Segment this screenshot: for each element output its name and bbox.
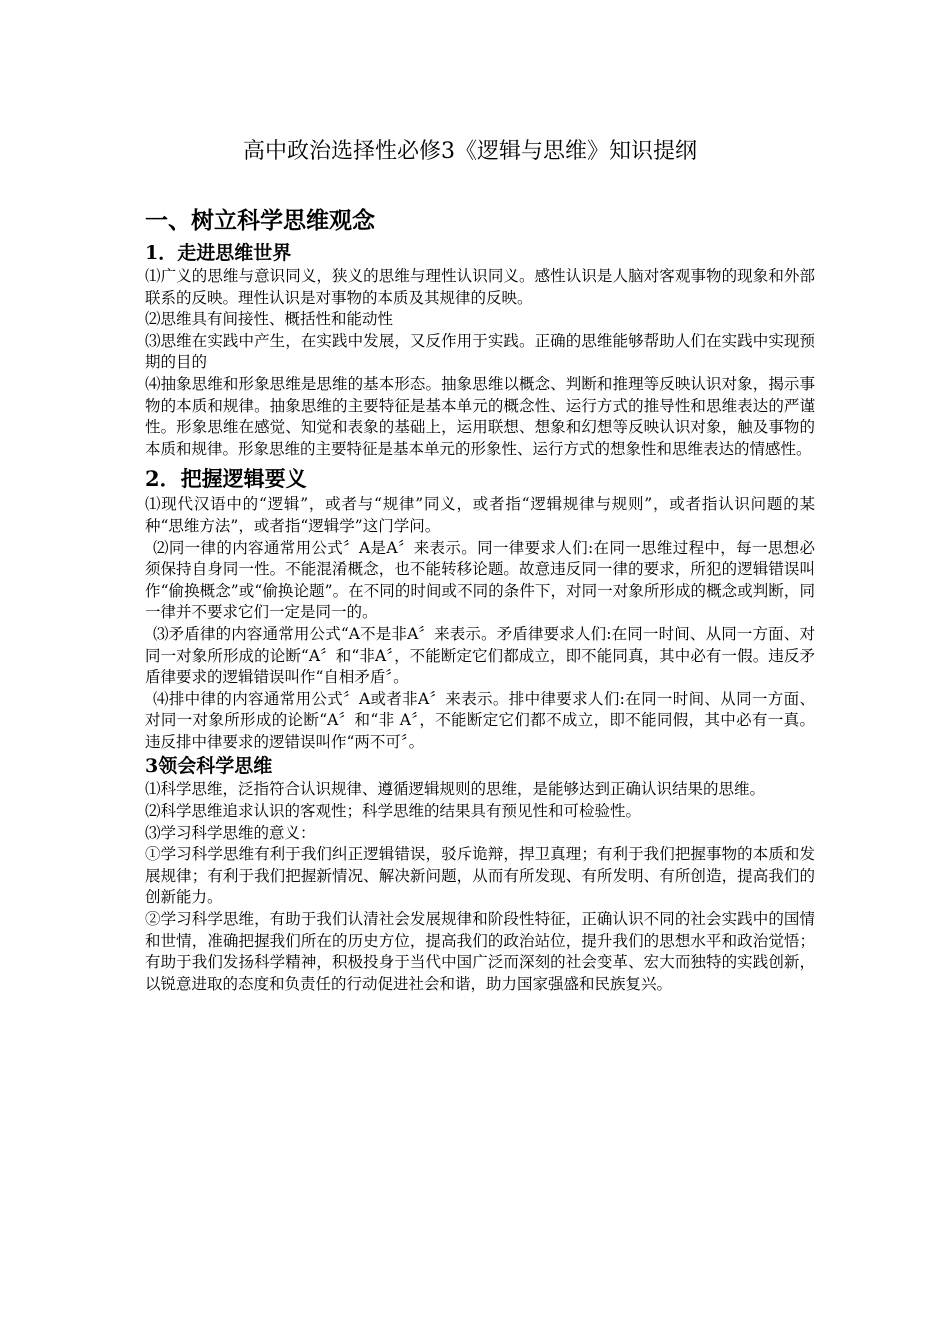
section-heading: 一、树立科学思维观念 bbox=[145, 207, 375, 234]
document-page bbox=[145, 136, 815, 995]
subsection-heading-scientific-thinking: 3领会科学思维 bbox=[145, 755, 273, 778]
paragraph: ⑶思维在实践中产生，在实践中发展，又反作用于实践。正确的思维能够帮助人们在实践中实现预期的目的 bbox=[145, 331, 815, 372]
paragraph: ⑵思维具有间接性、概括性和能动性 bbox=[145, 310, 394, 329]
paragraph: ⑴广义的思维与意识同义，狭义的思维与理性认识同义。感性认识是人脑对客观事物的现象和外部联系的反映。理性认识是对事物的本质及其规律的反映。 bbox=[145, 267, 815, 307]
paragraph: ⑵科学思维追求认识的客观性；科学思维的结果具有预见性和可检验性。 bbox=[145, 802, 642, 821]
paragraph: ⑴科学思维，泛指符合认识规律、遵循逻辑规则的思维，是能够达到正确认识结果的思维。 bbox=[145, 780, 766, 799]
subsection-heading-logic: 2．把握逻辑要义 bbox=[145, 466, 307, 492]
paragraph: ⑶学习科学思维的意义： bbox=[145, 823, 316, 842]
paragraph: ⑵同一律的内容通常用公式〞A是A〞来表示。同一律要求人们:在同一思维过程中，每一思想必须保持自身同一性。不能混淆概念，也不能转移论题。故意违反同一律的要求，所犯的逻辑错误叫作“偷换概念”或“偷换论题”。在不同的时间或不同的条件下，对同一对象所形成的概念或判断，同一律并不要求它们一定是同一的。 bbox=[145, 538, 815, 622]
paragraph: ②学习科学思维，有助于我们认清社会发展规律和阶段性特征，正确认识不同的社会实践中的国情和世情，准确把握我们所在的历史方位，提高我们的政治站位，提升我们的思想水平和政治觉悟；有助于我们发扬科学精神，积极投身于当代中国广泛而深刻的社会变革、宏大而独特的实践创新，以锐意进取的态度和负责任的行动促进社会和谐，助力国家强盛和民族复兴。 bbox=[145, 910, 815, 993]
paragraph: ①学习科学思维有利于我们纠正逻辑错误，驳斥诡辩，捍卫真理；有利于我们把握事物的本质和发展规律；有利于我们把握新情况、解决新问题，从而有所发现、有所发明、有所创造，提高我们的创新能力。 bbox=[145, 845, 815, 907]
subsection-heading-thinking-world: 1．走进思维世界 bbox=[145, 242, 292, 264]
paragraph: ⑴现代汉语中的“逻辑”，或者与“规律”同义，或者指“逻辑规律与规则”，或者指认识问题的某种“思维方法”，或者指“逻辑学”这门学问。 bbox=[145, 495, 815, 535]
paragraph: ⑷排中律的内容通常用公式〞A或者非A〞来表示。排中律要求人们:在同一时间、从同一方面、对同一对象所形成的论断“A〞和“非 A〞，不能断定它们都不成立，即不能同假，其中必有一真。违反排中律要求的逻错误叫作“两不可〞。 bbox=[145, 689, 815, 751]
paragraph: ⑷抽象思维和形象思维是思维的基本形态。抽象思维以概念、判断和推理等反映认识对象，揭示事物的本质和规律。抽象思维的主要特征是基本单元的概念性、运行方式的推导性和思维表达的严谨性。形象思维在感觉、知觉和表象的基础上，运用联想、想象和幻想等反映认识对象，触及事物的本质和规律。形象思维的主要特征是基本单元的形象性、运行方式的想象性和思维表达的情感性。 bbox=[145, 374, 815, 458]
paragraph: ⑶矛盾律的内容通常用公式“A不是非A〞来表示。矛盾律要求人们:在同一时间、从同一方面、对同一对象所形成的论断“A〞和“非A〞，不能断定它们都成立，即不能同真，其中必有一假。违反矛盾律要求的逻辑错误叫作“自相矛盾〞。 bbox=[145, 624, 815, 687]
document-title: 高中政治选择性必修3《逻辑与思维》知识提纲 bbox=[243, 139, 697, 164]
